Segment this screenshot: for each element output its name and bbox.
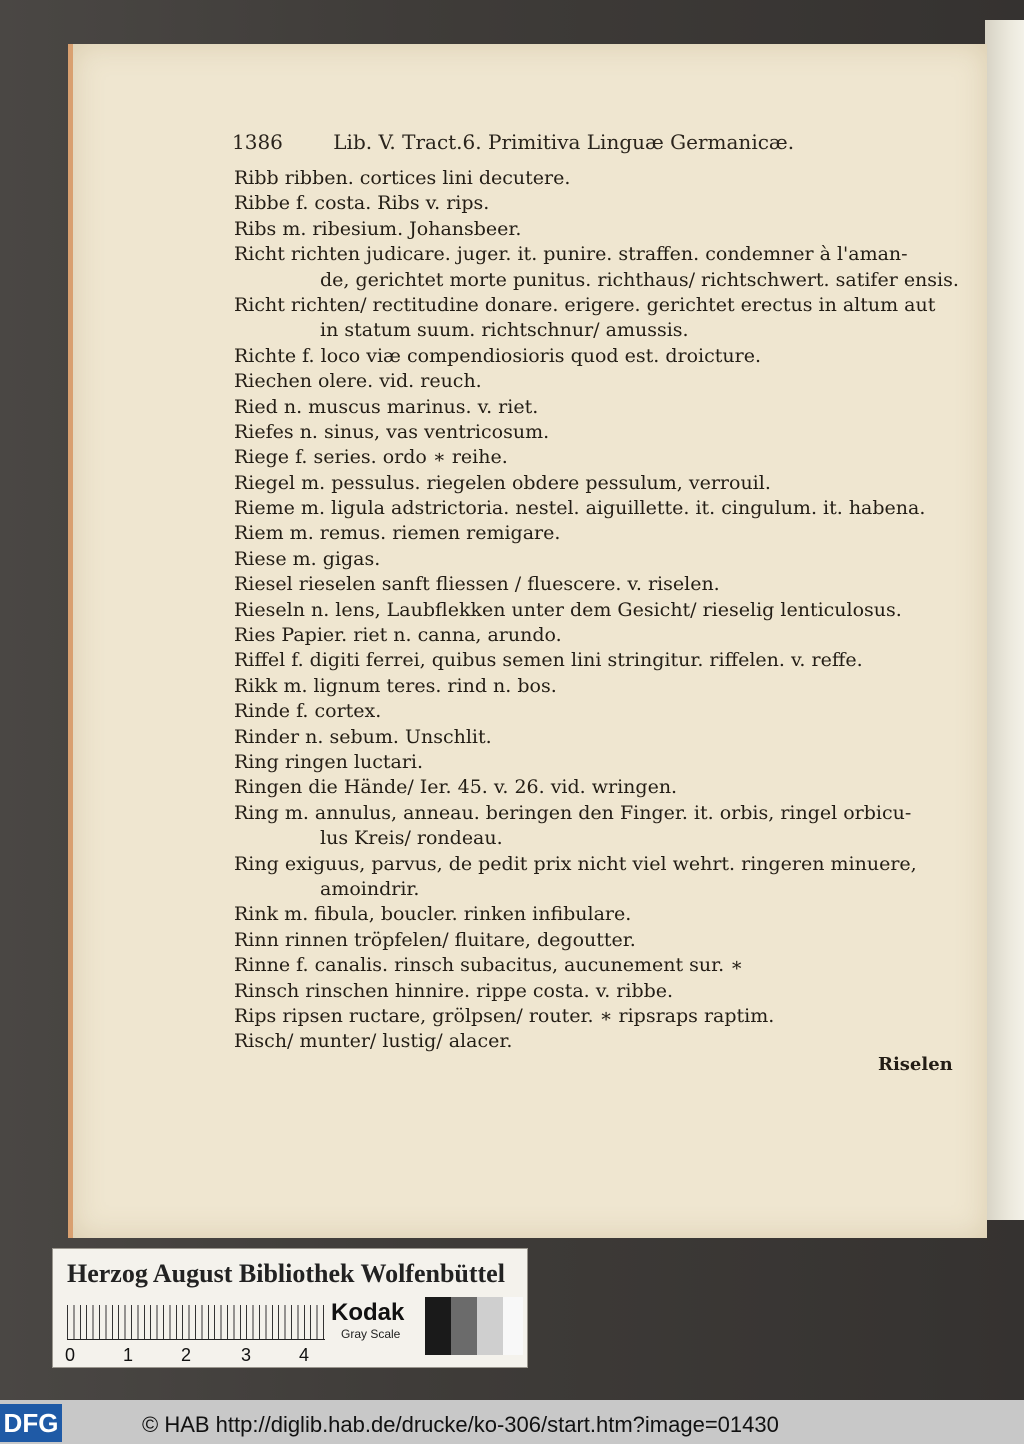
dictionary-entry: Ried n. muscus marinus. v. riet. bbox=[234, 395, 539, 418]
catchword: Riselen bbox=[878, 1054, 953, 1075]
dictionary-entry: Riesel rieselen sanft fliessen / fluescere. v. riselen. bbox=[234, 573, 720, 596]
dictionary-entry: Riegel m. pessulus. riegelen obdere pessulum, verrouil. bbox=[234, 471, 771, 494]
dictionary-entry: Ringen die Hände/ Ier. 45. v. 26. vid. wringen. bbox=[234, 776, 678, 799]
dictionary-entry: Ribs m. ribesium. Johansbeer. bbox=[234, 217, 522, 240]
dictionary-entry: Ring exiguus, parvus, de pedit prix nicht viel wehrt. ringeren minuere, bbox=[234, 852, 917, 875]
dictionary-entry: Riefes n. sinus, vas ventricosum. bbox=[234, 420, 550, 443]
dictionary-entry: Richt richten judicare. juger. it. punire. straffen. condemner à l'aman- bbox=[234, 243, 908, 266]
dictionary-entry: Rieseln n. lens, Laubflekken unter dem Gesicht/ rieselig lenticulosus. bbox=[234, 598, 902, 621]
entry-continuation: de, gerichtet morte punitus. richthaus/ richtschwert. satifer ensis. bbox=[320, 268, 959, 291]
dictionary-entry: Rinn rinnen tröpfelen/ fluitare, degoutter. bbox=[234, 928, 636, 951]
dictionary-entry: Richte f. loco viæ compendiosioris quod est. droicture. bbox=[234, 344, 761, 367]
dictionary-entry: Ribbe f. costa. Ribs v. rips. bbox=[234, 192, 490, 215]
facing-page-edge bbox=[985, 20, 1024, 1220]
library-name: Herzog August Bibliothek Wolfenbüttel bbox=[67, 1259, 505, 1288]
ruler-label: 3 bbox=[241, 1345, 252, 1365]
dictionary-entry: Rink m. fibula, boucler. rinken infibulare. bbox=[234, 903, 632, 926]
dictionary-entry: Rieme m. ligula adstrictoria. nestel. aiguillette. it. cingulum. it. habena. bbox=[234, 497, 926, 520]
dictionary-entry: Ribb ribben. cortices lini decutere. bbox=[234, 167, 571, 189]
dictionary-entry: Rinder n. sebum. Unschlit. bbox=[234, 725, 492, 748]
dictionary-entry: Ries Papier. riet n. canna, arundo. bbox=[234, 624, 562, 647]
gray-swatch-dark bbox=[451, 1297, 477, 1355]
hab-color-card bbox=[52, 1248, 528, 1368]
dictionary-entry: Riechen olere. vid. reuch. bbox=[234, 370, 482, 393]
dictionary-entry: Rinne f. canalis. rinsch subacitus, aucunement sur. ∗ bbox=[234, 954, 744, 977]
copyright-credit[interactable]: © HAB http://diglib.hab.de/drucke/ko-306/start.htm?image=01430 bbox=[142, 1412, 779, 1437]
dictionary-entries bbox=[234, 166, 964, 1055]
ruler-label: 4 bbox=[299, 1345, 310, 1365]
gray-scale-label: Gray Scale bbox=[341, 1327, 401, 1341]
entry-continuation: in statum suum. richtschnur/ amussis. bbox=[320, 319, 689, 342]
entry-continuation: amoindrir. bbox=[320, 877, 420, 900]
kodak-logo: Kodak bbox=[331, 1299, 405, 1326]
ruler-label: 0 bbox=[65, 1345, 76, 1365]
scale-ruler bbox=[67, 1305, 325, 1340]
gray-swatch-white bbox=[503, 1297, 523, 1355]
dfg-logo: DFG bbox=[0, 1404, 62, 1442]
gray-swatch-black bbox=[425, 1297, 451, 1355]
dictionary-entry: Richt richten/ rectitudine donare. erigere. gerichtet erectus in altum aut bbox=[234, 293, 936, 316]
page-number: 1386 bbox=[232, 130, 283, 154]
dictionary-entry: Risch/ munter/ lustig/ alacer. bbox=[234, 1030, 513, 1053]
page-header bbox=[232, 130, 952, 154]
dictionary-entry: Ring ringen luctari. bbox=[234, 750, 424, 773]
running-title: Lib. V. Tract.6. Primitiva Linguæ Germanicæ. bbox=[333, 130, 795, 154]
dictionary-entry: Riege f. series. ordo ∗ reihe. bbox=[234, 446, 508, 469]
dictionary-entry: Ring m. annulus, anneau. beringen den Finger. it. orbis, ringel orbicu- bbox=[234, 801, 912, 824]
dictionary-entry: Rinde f. cortex. bbox=[234, 700, 382, 723]
dictionary-entry: Riese m. gigas. bbox=[234, 547, 381, 570]
dictionary-entry: Rinsch rinschen hinnire. rippe costa. v. ribbe. bbox=[234, 979, 674, 1002]
dictionary-entry: Rips ripsen ructare, grölpsen/ router. ∗ ripsraps raptim. bbox=[234, 1004, 775, 1027]
gray-swatch-light bbox=[477, 1297, 503, 1355]
ruler-label: 2 bbox=[181, 1345, 192, 1365]
entry-continuation: lus Kreis/ rondeau. bbox=[320, 827, 503, 850]
dictionary-entry: Riffel f. digiti ferrei, quibus semen lini stringitur. riffelen. v. reffe. bbox=[234, 649, 863, 672]
dictionary-entry: Riem m. remus. riemen remigare. bbox=[234, 522, 561, 545]
dictionary-entry: Rikk m. lignum teres. rind n. bos. bbox=[234, 674, 557, 697]
ruler-label: 1 bbox=[123, 1345, 134, 1365]
